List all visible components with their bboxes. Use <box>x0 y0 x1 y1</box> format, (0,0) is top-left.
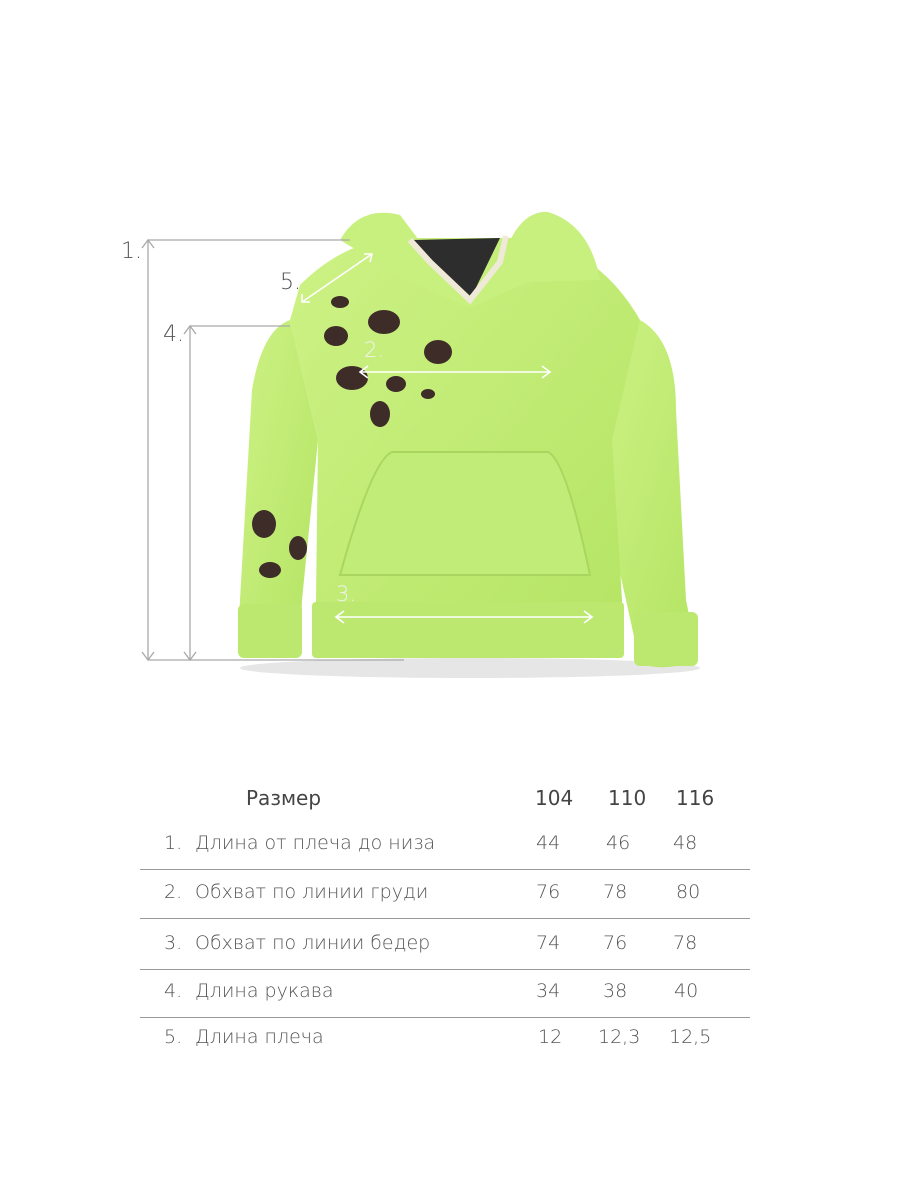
row-divider <box>140 869 750 870</box>
table-row <box>140 822 750 870</box>
size-header-116: 116 <box>676 786 715 810</box>
row-value-116: 48 <box>673 832 698 854</box>
row-value-116: 80 <box>676 881 701 903</box>
right-cuff <box>634 612 698 666</box>
row-number: 2. <box>164 881 183 903</box>
row-value-116: 12,5 <box>669 1026 712 1048</box>
row-value-104: 74 <box>536 932 561 954</box>
table-row <box>140 970 750 1018</box>
row-value-110: 12,3 <box>598 1026 641 1048</box>
size-header-label: Размер <box>246 786 322 810</box>
measure-label-5: 5. <box>280 270 301 295</box>
row-value-110: 76 <box>603 932 628 954</box>
row-number: 3. <box>164 932 183 954</box>
row-label: Обхват по линии бедер <box>195 932 431 954</box>
table-row <box>140 1016 750 1064</box>
measure-label-2: 2. <box>364 338 385 362</box>
row-number: 5. <box>164 1026 183 1048</box>
measure-label-1: 1. <box>121 239 142 264</box>
row-number: 1. <box>164 832 183 854</box>
row-value-110: 46 <box>606 832 631 854</box>
row-divider <box>140 918 750 919</box>
row-label: Длина рукава <box>195 980 334 1002</box>
row-value-104: 76 <box>536 881 561 903</box>
hem-band <box>312 602 624 658</box>
row-label: Длина от плеча до низа <box>195 832 436 854</box>
measure-label-4: 4. <box>163 322 184 347</box>
row-value-104: 44 <box>536 832 561 854</box>
table-row <box>140 922 750 970</box>
size-header-104: 104 <box>535 786 574 810</box>
row-value-116: 78 <box>673 932 698 954</box>
row-number: 4. <box>164 980 183 1002</box>
row-value-104: 34 <box>536 980 561 1002</box>
row-value-110: 78 <box>603 881 628 903</box>
measure-label-3: 3. <box>336 582 357 606</box>
size-header-110: 110 <box>608 786 647 810</box>
row-label: Длина плеча <box>195 1026 324 1048</box>
kangaroo-pocket <box>340 452 590 575</box>
row-value-110: 38 <box>603 980 628 1002</box>
row-value-104: 12 <box>538 1026 563 1048</box>
size-table-header <box>140 780 750 820</box>
row-label: Обхват по линии груди <box>195 881 429 903</box>
table-row <box>140 871 750 919</box>
row-value-116: 40 <box>674 980 699 1002</box>
left-cuff <box>238 604 302 658</box>
shadow <box>240 658 700 678</box>
